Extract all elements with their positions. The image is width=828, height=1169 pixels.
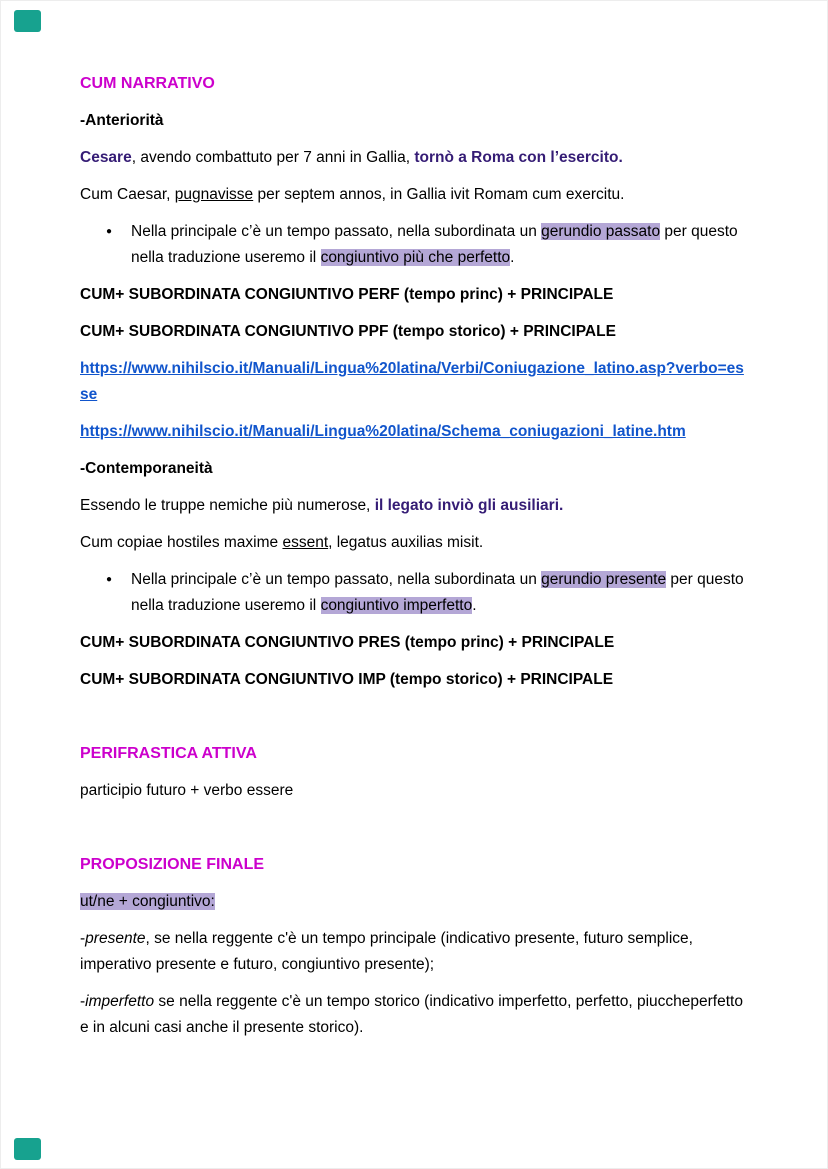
text-run: presente xyxy=(85,930,146,947)
text-run: CUM NARRATIVO xyxy=(80,75,215,92)
text-run: imperfetto xyxy=(85,993,155,1010)
text-run: - xyxy=(80,930,86,947)
text-run: essent xyxy=(282,534,329,551)
text-run: ut/ne + congiuntivo: xyxy=(80,893,215,910)
text-run: CUM+ SUBORDINATA CONGIUNTIVO PRES (tempo princ) + PRINCIPALE xyxy=(80,634,615,651)
definition-perifrastica xyxy=(80,778,747,804)
text-run: tornò a Roma con l’esercito. xyxy=(414,149,623,166)
hyperlink[interactable] xyxy=(80,423,686,440)
text-run: congiuntivo imperfetto xyxy=(320,597,473,614)
bullet-note-contemporaneita xyxy=(80,567,747,619)
text-run: -Anteriorità xyxy=(80,112,164,129)
text-run: se nella reggente c'è un tempo storico (indicativo imperfetto, perfetto, piuccheperfetto e in alcuni casi anche il presente storico). xyxy=(80,993,748,1036)
bullet-note-anteriorita xyxy=(80,219,747,271)
note-imperfetto xyxy=(80,989,747,1041)
bullet-text xyxy=(131,223,742,266)
text-run: Nella principale c’è un tempo passato, nella subordinata un xyxy=(131,223,542,240)
text-run: per questo nella traduzione useremo il xyxy=(131,571,748,614)
section-gap-2 xyxy=(80,815,747,852)
rule-cum-pres xyxy=(80,630,747,656)
text-run: . xyxy=(472,597,477,614)
text-run: CUM+ SUBORDINATA CONGIUNTIVO PERF (tempo princ) + PRINCIPALE xyxy=(80,286,614,303)
text-run: gerundio passato xyxy=(541,223,661,240)
example-latin-anteriorita xyxy=(80,182,747,208)
subheading-anteriorita xyxy=(80,108,747,134)
text-run: PERIFRASTICA ATTIVA xyxy=(80,745,257,762)
text-run: Nella principale c’è un tempo passato, nella subordinata un xyxy=(131,571,542,588)
link-coniugazione-latino xyxy=(80,356,747,408)
corner-decoration-top xyxy=(14,10,41,32)
text-run: Essendo le truppe nemiche più numerose, xyxy=(80,497,375,514)
bullet-icon: ● xyxy=(106,226,113,237)
text-run: , legatus auxilias misit. xyxy=(328,534,484,551)
text-run: congiuntivo più che perfetto xyxy=(320,249,511,266)
bullet-icon: ● xyxy=(106,574,113,585)
rule-cum-imp xyxy=(80,667,747,693)
text-run: Cesare xyxy=(80,149,132,166)
heading-proposizione-finale xyxy=(80,852,747,878)
text-run: https://www.nihilscio.it/Manuali/Lingua%20latina/Schema_coniugazioni_latine.htm xyxy=(80,423,686,440)
rule-cum-perf xyxy=(80,282,747,308)
text-run: CUM+ SUBORDINATA CONGIUNTIVO IMP (tempo storico) + PRINCIPALE xyxy=(80,671,614,688)
text-run: , se nella reggente c'è un tempo principale (indicativo presente, futuro semplice, imperativo presente e futuro, congiuntivo presente); xyxy=(80,930,698,973)
section-gap-1 xyxy=(80,704,747,741)
corner-decoration-bottom xyxy=(14,1138,41,1160)
rule-cum-ppf xyxy=(80,319,747,345)
text-run: , avendo combattuto per 7 anni in Gallia, xyxy=(131,149,415,166)
document-body xyxy=(80,71,747,1052)
text-run: https://www.nihilscio.it/Manuali/Lingua%20latina/Verbi/Coniugazione_latino.asp?verbo=esse xyxy=(80,360,744,403)
text-run: CUM+ SUBORDINATA CONGIUNTIVO PPF (tempo storico) + PRINCIPALE xyxy=(80,323,616,340)
text-run: il legato inviò gli ausiliari. xyxy=(374,497,564,514)
example-italian-anteriorita xyxy=(80,145,747,171)
rule-ut-ne xyxy=(80,889,747,915)
link-schema-coniugazioni xyxy=(80,419,747,445)
text-run: PROPOSIZIONE FINALE xyxy=(80,856,265,873)
text-run: participio futuro + verbo essere xyxy=(80,782,294,799)
example-latin-contemporaneita xyxy=(80,530,747,556)
example-italian-contemporaneita xyxy=(80,493,747,519)
note-presente xyxy=(80,926,747,978)
text-run: -Contemporaneità xyxy=(80,460,213,477)
text-run: - xyxy=(80,993,86,1010)
text-run: per questo nella traduzione useremo il xyxy=(131,223,742,266)
text-run: Cum Caesar, xyxy=(80,186,175,203)
heading-cum-narrativo xyxy=(80,71,747,97)
text-run: Cum copiae hostiles maxime xyxy=(80,534,283,551)
bullet-text xyxy=(131,571,748,614)
text-run: gerundio presente xyxy=(541,571,667,588)
text-run: per septem annos, in Gallia ivit Romam cum exercitu. xyxy=(253,186,625,203)
text-run: pugnavisse xyxy=(174,186,254,203)
text-run: . xyxy=(510,249,515,266)
subheading-contemporaneita xyxy=(80,456,747,482)
hyperlink[interactable] xyxy=(80,360,744,403)
heading-perifrastica-attiva xyxy=(80,741,747,767)
